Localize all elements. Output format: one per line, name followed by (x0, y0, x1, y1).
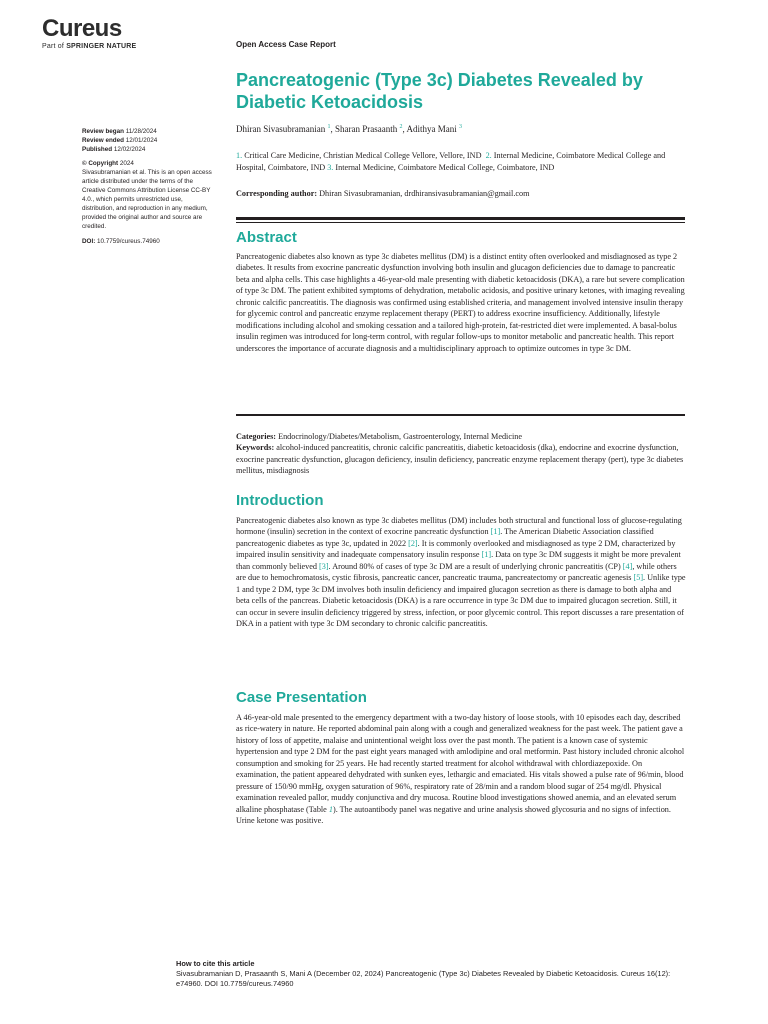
brand-part-of: Part of (42, 43, 65, 50)
corresponding-author (236, 188, 686, 199)
reference-link[interactable]: [1] (490, 527, 501, 537)
affiliation-text: Critical Care Medicine, Christian Medical College Vellore, Vellore, IND (244, 151, 482, 160)
author-name[interactable]: Dhiran Sivasubramanian (236, 124, 326, 134)
document-type: Open Access Case Report (236, 40, 336, 49)
intro-segment: . It is commonly overlooked and misdiagnosed as type 2 DM, characterized by impaired insulin sensitivity and inadequate compensatory insulin response (236, 538, 676, 560)
reference-link[interactable]: [3] (319, 561, 329, 571)
reference-link[interactable]: [2] (408, 538, 418, 548)
categories-keywords (236, 431, 686, 476)
review-began-label: Review began (82, 128, 124, 135)
introduction-heading: Introduction (236, 492, 324, 509)
intro-segment: Pancreatogenic diabetes also known as type 3c diabetes mellitus (DM) includes both structural and functional loss of glucose-regulating hormone (insulin) secretion in the context of exocrine pancreatic dysfunction (236, 516, 682, 537)
affiliation-number: 2. (485, 151, 492, 160)
keywords-value: alcohol-induced pancreatitis, chronic calcific pancreatitis, diabetic ketoacidosis (dka), endocrine and exocrine dysfunction, exocrine pancreatic dysfunction, glucagon deficiency, insulin deficiency, pancreatic enzyme replacement therapy (pert), type 3c diabetes mellitus, misdiagnosis (236, 443, 684, 475)
affiliation-number: 1. (236, 151, 243, 160)
case-segment: A 46-year-old male presented to the emergency department with a two-day history of loose stools, with 10 episodes each day, described as rice-watery in nature. He reported abdominal pain along with a cough and generalized weakness for the past week. The patient gave a history of loss of appetite, malaise and unintentional weight loss over the past month. The patient is a known case of systemic hypertension and type 2 DM for the past eight years managed with amlodipine and oral metformin. Past history included chronic alcohol consumption and smoking for 25 years. He had recently started treatment for alcohol withdrawal with chlordiazepoxide. On examination, the patient appeared dehydrated with sunken eyes, lethargic and emaciated. His vitals showed a pulse rate of 96/min, blood pressure of 150/90 mmHg, oxygen saturation of 96%, respiratory rate of 28/min and a random blood sugar of 254 mg/dl. Physical examination revealed pallor, muddy conjunctiva and dry mucosa. Routine blood investigations showed anemia, and an elevated serum alkaline phosphatase (Table (236, 713, 685, 814)
copyright-label: © Copyright (82, 160, 119, 167)
published-date: 12/02/2024 (113, 146, 146, 153)
reference-link[interactable]: [4] (622, 561, 633, 571)
citation-heading: How to cite this article (176, 959, 255, 968)
intro-segment: . Unlike type 1 and type 2 DM, type 3c DM involves both insulin deficiency and impaired glucagon secretion as there is damage to both alpha and beta cells of the pancreas. Diabetic ketoacidosis (DKA) is a rare occurrence in type 3c DM due to impaired glucagon secretion. Still, it can occur in severe insulin deficiency triggered by stress, infection, or poor glycemic control. This report discusses a rare presentation of DKA in a patient with type 3c DM secondary to chronic calcific pancreatitis. (236, 573, 686, 629)
brand-name: Cureus (42, 15, 122, 42)
doi-link[interactable]: 10.7759/cureus.74960 (97, 238, 160, 245)
introduction-text (236, 515, 686, 630)
author-list: Dhiran Sivasubramanian $^1$, Sharan Prasaanth $^2$, Adithya Mani $^3$ (236, 124, 462, 134)
reference-link[interactable]: [5] (633, 573, 644, 583)
brand-publisher: SPRINGER NATURE (66, 43, 137, 50)
divider (236, 222, 685, 223)
published-label: Published (82, 146, 113, 153)
article-metadata-sidebar (82, 127, 212, 246)
author-affiliation-ref[interactable]: 2 (399, 124, 403, 130)
table-reference-link[interactable]: 1 (328, 804, 333, 814)
doi-label: DOI: (82, 238, 96, 245)
categories-value: Endocrinology/Diabetes/Metabolism, Gastroenterology, Internal Medicine (278, 432, 522, 441)
divider (236, 414, 685, 416)
brand-subtitle (42, 43, 136, 50)
keywords-label: Keywords: (236, 443, 275, 453)
article-title: Pancreatogenic (Type 3c) Diabetes Revealed by Diabetic Ketoacidosis (236, 70, 643, 112)
intro-segment: . Around 80% of cases of type 3c DM are a result of underlying chronic pancreatitis (CP) (328, 561, 623, 571)
affiliation-text: Internal Medicine, Coimbatore Medical College and Hospital, Coimbatore, IND (236, 151, 666, 172)
affiliations (236, 150, 686, 173)
case-presentation-heading: Case Presentation (236, 689, 367, 706)
intro-segment: . The American Diabetic Association classified pancreatogenic diabetes as type 3c, updated in 2022 (236, 527, 654, 548)
corresponding-author-value[interactable]: Dhiran Sivasubramanian, drdhiransivasubramanian@gmail.com (319, 189, 530, 198)
review-began-date: 11/28/2024 (125, 128, 157, 135)
case-segment: ). The autoantibody panel was negative and urine analysis showed glycosuria and no signs of infection. Urine ketone was positive. (236, 804, 671, 826)
citation-text: Sivasubramanian D, Prasaanth S, Mani A (December 02, 2024) Pancreatogenic (Type 3c) Diabetes Revealed by Diabetic Ketoacidosis. Cureus 16(12): e74960. DOI 10.7759/cureus.74960 (176, 969, 671, 988)
intro-segment: . Data on type 3c DM suggests it might be more prevalent than commonly believed (236, 550, 681, 571)
citation-footer (176, 959, 696, 989)
author-name[interactable]: Adithya Mani (406, 124, 457, 134)
author-name[interactable]: Sharan Prasaanth (334, 124, 398, 134)
reference-link[interactable]: [1] (481, 550, 492, 560)
intro-segment: , while others are due to hemochromatosis, cystic fibrosis, pancreatic cancer, pancreatic trauma, pancreatectomy or pancreatic agenesis (236, 561, 677, 583)
author-affiliation-ref[interactable]: 1 (327, 124, 331, 130)
author-affiliation-ref[interactable]: 3 (458, 124, 462, 130)
corresponding-author-label: Corresponding author: (236, 189, 318, 198)
copyright-year: 2024 (119, 160, 134, 167)
affiliation-text: Internal Medicine, Coimbatore Medical College, Coimbatore, IND (335, 162, 555, 172)
abstract-text: Pancreatogenic diabetes also known as type 3c diabetes mellitus (DM) is a distinct entity often overlooked and misdiagnosed as type 2 diabetes. It results from exocrine pancreatic dysfunction involving both insulin and glucagon deficiencies due to damage to pancreatic beta and alpha cells. This case highlights a 46-year-old male presenting with diabetic ketoacidosis (DKA), a rare but severe complication of type 3c DM. The patient exhibited symptoms of dehydration, metabolic acidosis, and positive urinary ketones, with imaging revealing chronic calcific pancreatitis. The diagnosis was confirmed using established criteria, and management involved intensive insulin therapy for glycemic control and pancreatic enzyme replacement therapy (PERT) to address exocrine insufficiency. Additionally, lifestyle modifications including alcohol and smoking cessation and a tailored high-protein, fat-restricted diet were implemented. A basal-bolus insulin regimen was introduced for long-term control, with regular follow-ups to monitor metabolic and pancreatic health. This report underscores the importance of accurate diagnosis and a multidisciplinary approach to optimize outcomes in type 3c DM. (236, 252, 685, 353)
categories-label: Categories: (236, 432, 277, 441)
divider (236, 217, 685, 220)
abstract-heading: Abstract (236, 229, 297, 246)
review-ended-date: 12/01/2024 (125, 137, 158, 144)
affiliation-number: 3. (327, 162, 334, 172)
license-text: Sivasubramanian et al. This is an open access article distributed under the terms of the Creative Commons Attribution License CC-BY 4.0., which permits unrestricted use, distribution, and reproduction in any medium, provided the original author and source are credited. (82, 169, 212, 230)
case-presentation-text (236, 712, 686, 827)
cureus-logo[interactable] (42, 16, 136, 50)
review-ended-label: Review ended (82, 137, 124, 144)
